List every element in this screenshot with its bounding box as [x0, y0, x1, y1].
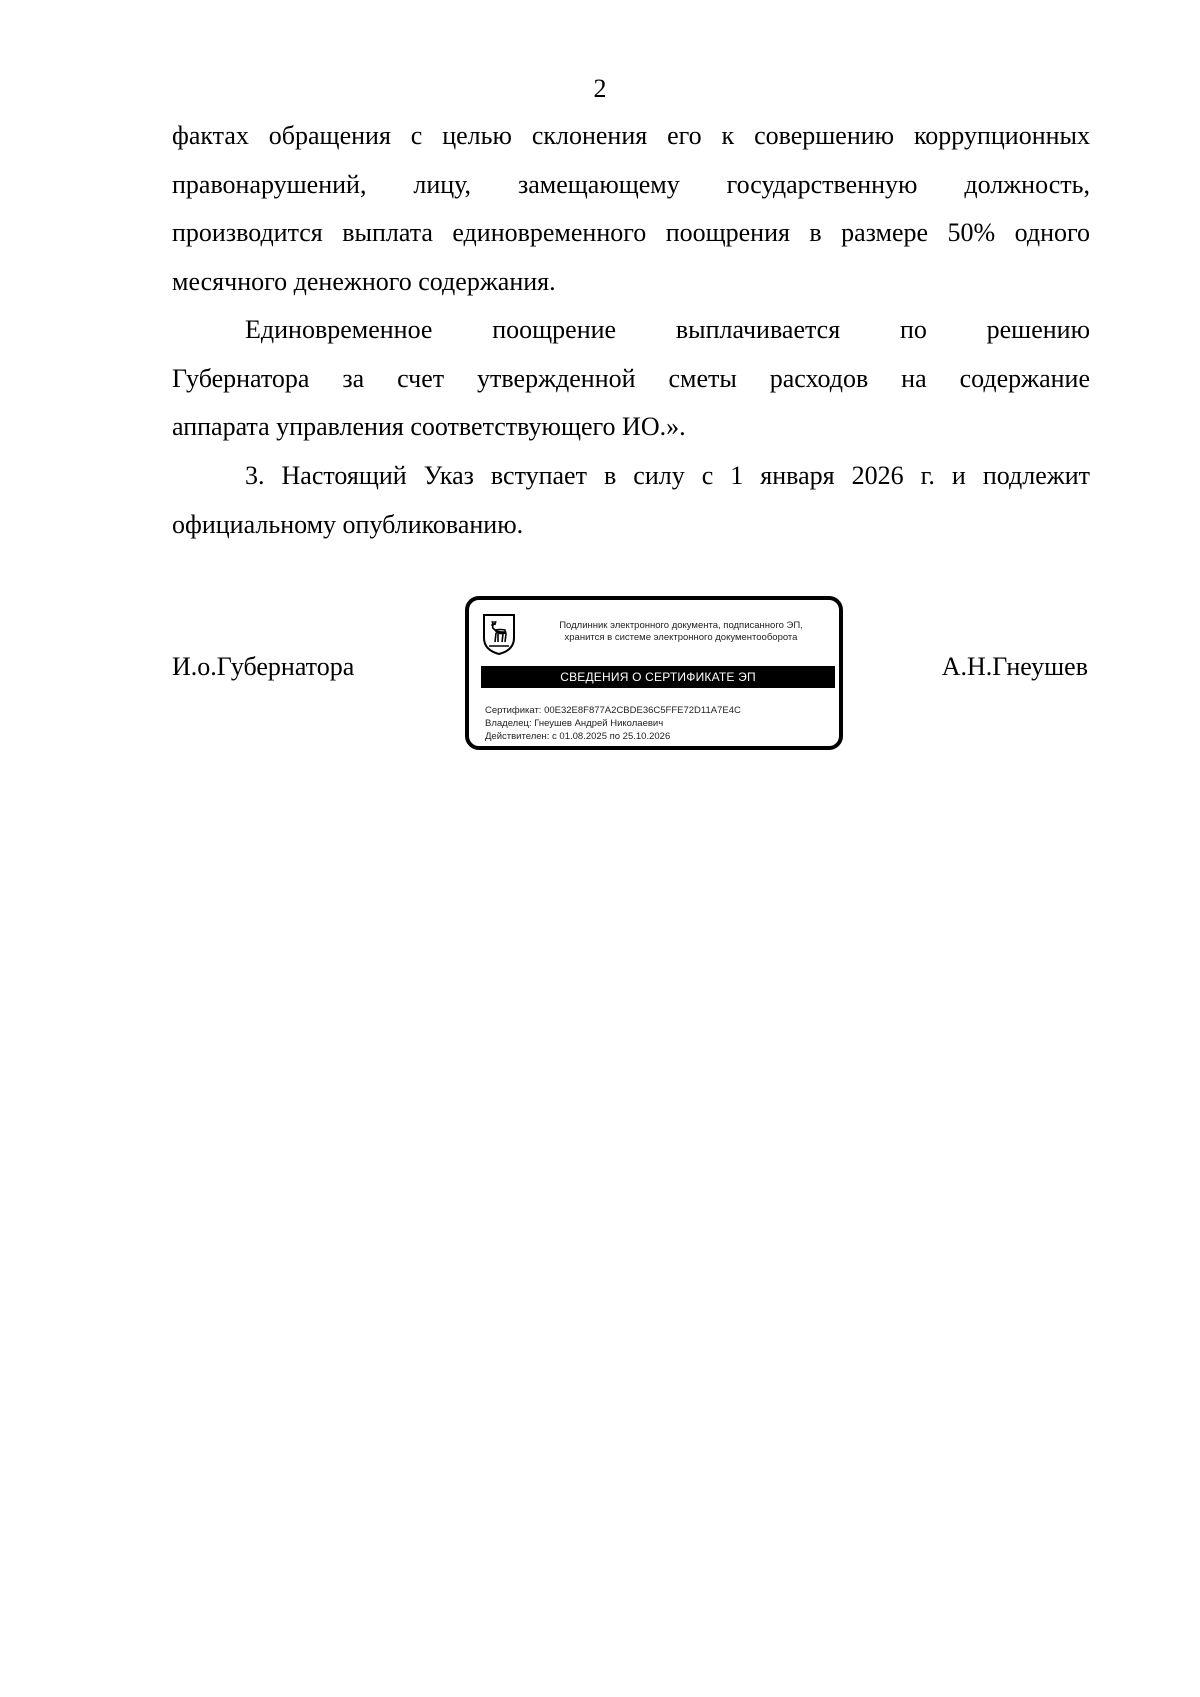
text-line: правонарушений, лицу, замещающему государственную должность,: [172, 169, 1090, 199]
stamp-note: [525, 620, 837, 644]
electronic-signature-stamp: [465, 596, 843, 750]
certificate-info: [485, 704, 741, 743]
text-line: официальному опубликованию.: [172, 509, 524, 539]
text-line: Губернатора за счет утвержденной сметы расходов на содержание: [172, 363, 1090, 393]
signatory-name: А.Н.Гнеушев: [941, 652, 1088, 681]
paragraph-2: [172, 306, 1090, 452]
text-line: аппарата управления соответствующего ИО.».: [172, 412, 686, 441]
text-line: фактах обращения с целью склонения его к совершению коррупционных: [172, 121, 1090, 150]
text-line: 3. Настоящий Указ вступает в силу с 1 января 2026 г. и подлежит: [245, 461, 1090, 490]
text-line: Единовременное поощрение выплачивается по решению: [245, 315, 1090, 344]
certificate-number: Сертификат: 00E32E8F877A2CBDE36C5FFE72D11A7E4C: [485, 705, 741, 716]
certificate-owner: Владелец: Гнеушев Андрей Николаевич: [485, 718, 664, 729]
stamp-note-line: Подлинник электронного документа, подписанного ЭП,: [559, 620, 803, 631]
certificate-validity: Действителен: с 01.08.2025 по 25.10.2026: [485, 731, 671, 742]
signatory-position: И.о.Губернатора: [172, 652, 355, 681]
text-line: производится выплата единовременного поощрения в размере 50% одного: [172, 218, 1090, 247]
text-line: месячного денежного содержания.: [172, 266, 556, 296]
page-number: 2: [593, 74, 607, 103]
stamp-header: СВЕДЕНИЯ О СЕРТИФИКАТЕ ЭП: [481, 666, 835, 688]
stamp-note-line: хранится в системе электронного документооборота: [564, 632, 798, 643]
coat-of-arms-icon: [481, 612, 517, 656]
paragraph-3: [172, 452, 1090, 549]
paragraph-1: [172, 112, 1090, 306]
